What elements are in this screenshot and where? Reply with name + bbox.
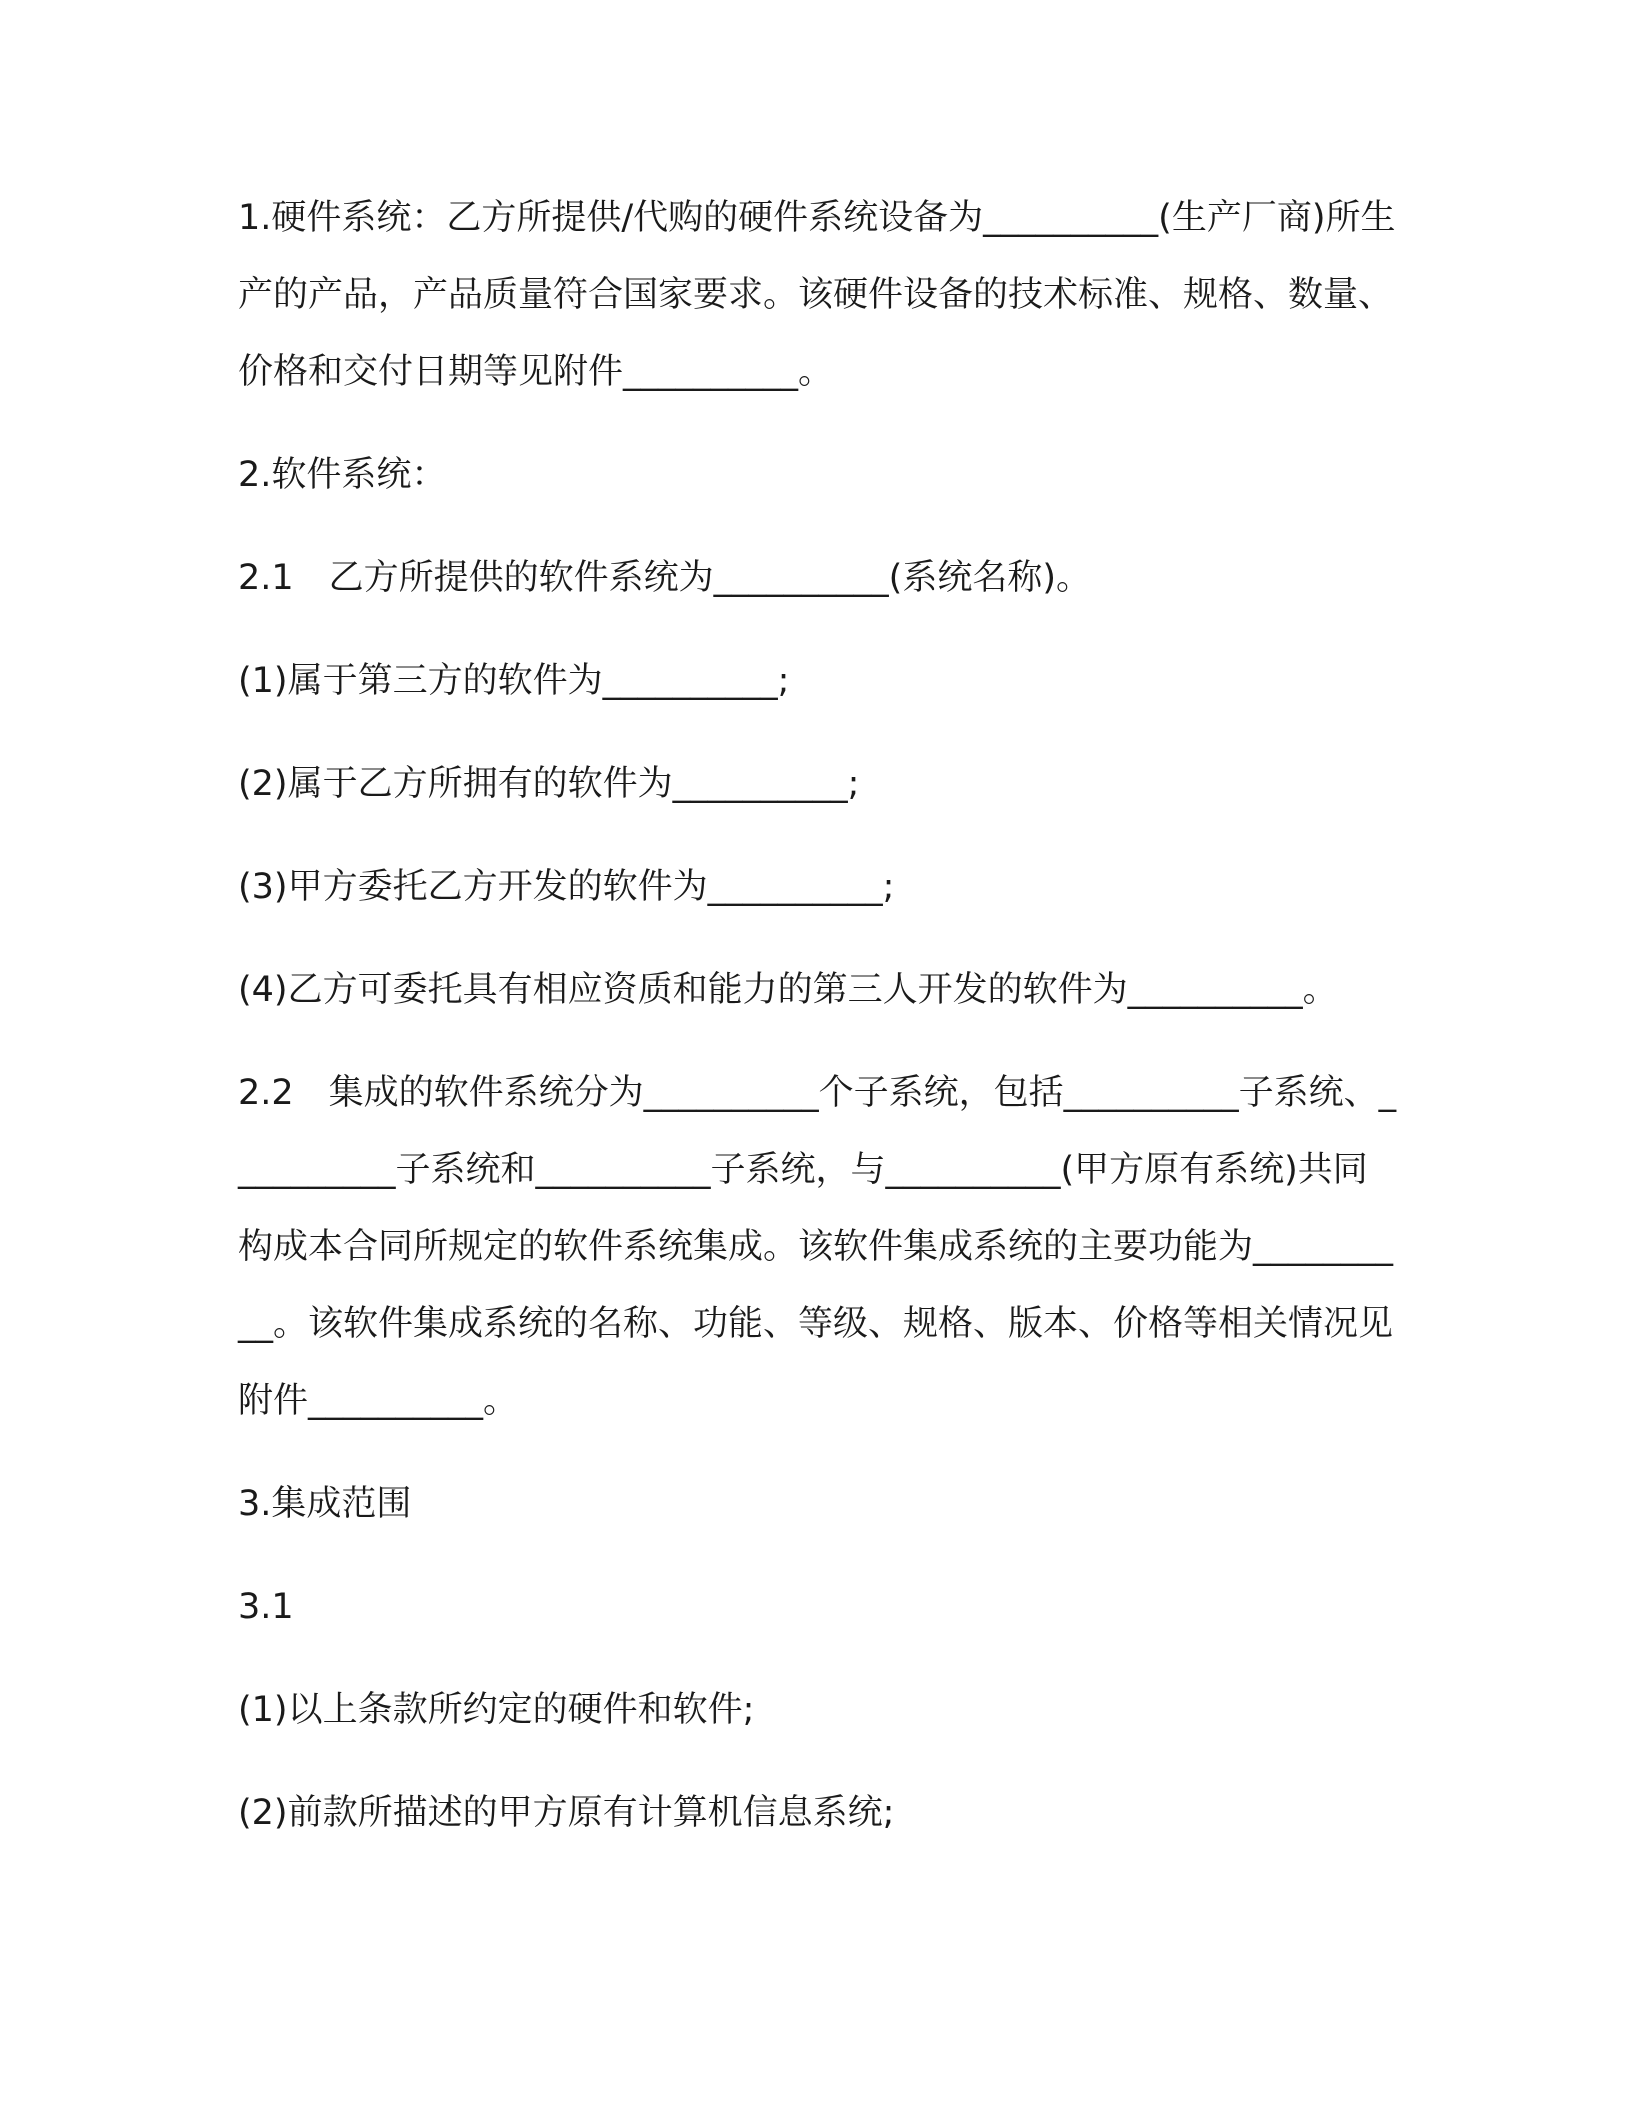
- document-page: [238, 180, 1398, 1852]
- clause-2-1-item-3: (3)甲方委托乙方开发的软件为__________;: [238, 867, 895, 907]
- clause-3-1-item-1: (1)以上条款所约定的硬件和软件;: [238, 1690, 755, 1730]
- clause-2-1-item-4: (4)乙方可委托具有相应资质和能力的第三人开发的软件为__________。: [238, 970, 1338, 1010]
- clause-3-heading: 3.集成范围: [238, 1484, 412, 1524]
- clause-1-hardware: 1.硬件系统：乙方所提供/代购的硬件系统设备为__________(生产厂商)所生产的产品，产品质量符合国家要求。该硬件设备的技术标准、规格、数量、价格和交付日期等见附件__________。: [238, 198, 1396, 392]
- clause-3-1: 3.1: [238, 1587, 294, 1627]
- clause-2-heading: 2.软件系统：: [238, 455, 447, 495]
- clause-3-1-item-2: (2)前款所描述的甲方原有计算机信息系统;: [238, 1793, 895, 1833]
- clause-2-1-item-2: (2)属于乙方所拥有的软件为__________;: [238, 764, 860, 804]
- clause-2-1-item-1: (1)属于第三方的软件为__________;: [238, 661, 790, 701]
- clause-2-2: 2.2 集成的软件系统分为__________个子系统，包括__________子系统、__________子系统和__________子系统，与__________(甲方原有系统)共同构成本合同所规定的软件系统集成。该软件集成系统的主要功能为__________。该软件集成系统的名称、功能、等级、规格、版本、价格等相关情况见附件__________。: [238, 1073, 1397, 1421]
- clause-2-1: 2.1 乙方所提供的软件系统为__________(系统名称)。: [238, 558, 1091, 598]
